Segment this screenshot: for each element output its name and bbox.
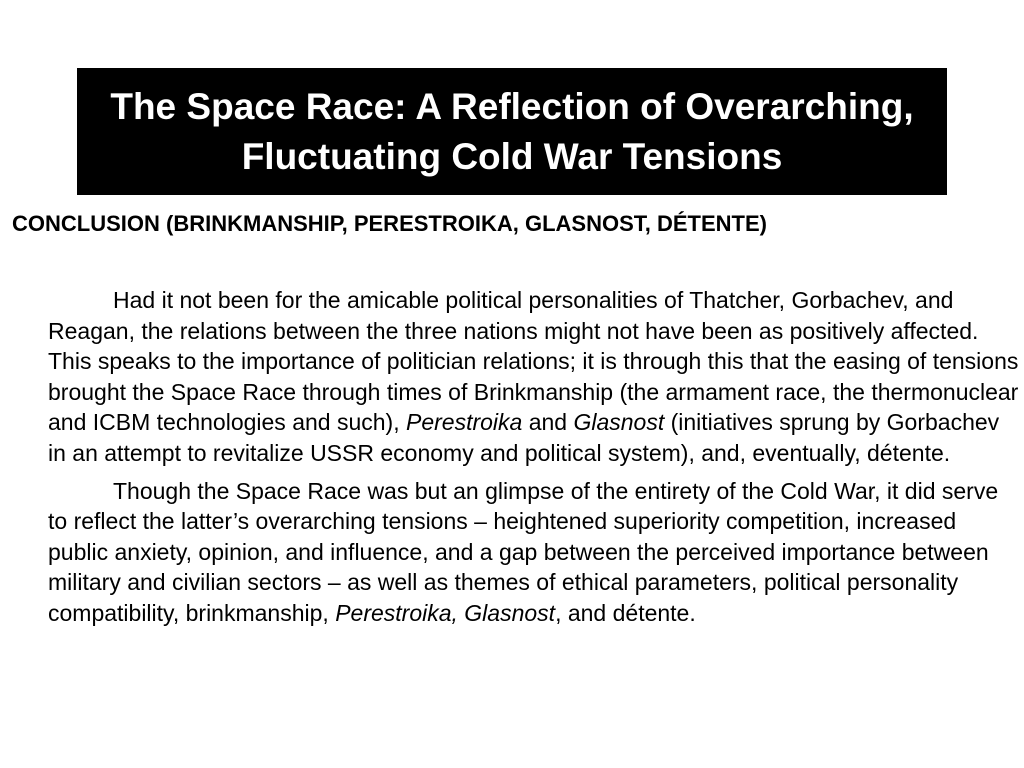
paragraph-1-italic-perestroika: Perestroika <box>405 409 523 436</box>
paragraph-2 <box>48 476 1020 629</box>
slide-title <box>77 82 947 182</box>
paragraph-1-italic-glasnost: Glasnost <box>573 409 665 436</box>
paragraph-1-text-c: (initiatives sprung by Gorbachev in an attempt to revitalize USSR economy and political system), and, eventually, détente. <box>48 409 1000 466</box>
paragraph-1 <box>48 285 1020 469</box>
paragraph-2-text-a: Though the Space Race was but an glimpse of the entirety of the Cold War, it did serve to reflect the latter’s overarching tensions – heightened superiority competition, increased public anxiety, opinion, and influence, and a gap between the perceived importance between military and civilian sectors – as well as themes of ethical parameters, political personality compatibility, brinkmanship, <box>48 477 999 626</box>
paragraph-2-text-b: , and détente. <box>555 599 696 626</box>
paragraph-2-italic-terms: Perestroika, Glasnost <box>335 599 556 626</box>
paragraph-1-text-b: and <box>522 409 574 436</box>
slide-title-rest: : A Reflection of Overarching, Fluctuating Cold War Tensions <box>241 85 914 177</box>
body-text <box>48 285 1020 629</box>
paragraph-1-text-a: Had it not been for the amicable political personalities of Thatcher, Gorbachev, and Reagan, the relations between the three nations might not have been as positively affected. This speaks to the importance of politician relations; it is through this that the easing of tensions brought the Space Race through times of Brinkmanship (the armament race, the thermonuclear and ICBM technologies and such), <box>48 287 1019 436</box>
title-banner <box>77 68 947 195</box>
slide-title-bold: The Space Race <box>110 85 395 127</box>
section-heading: CONCLUSION (BRINKMANSHIP, PERESTROIKA, GLASNOST, DÉTENTE) <box>12 211 767 236</box>
